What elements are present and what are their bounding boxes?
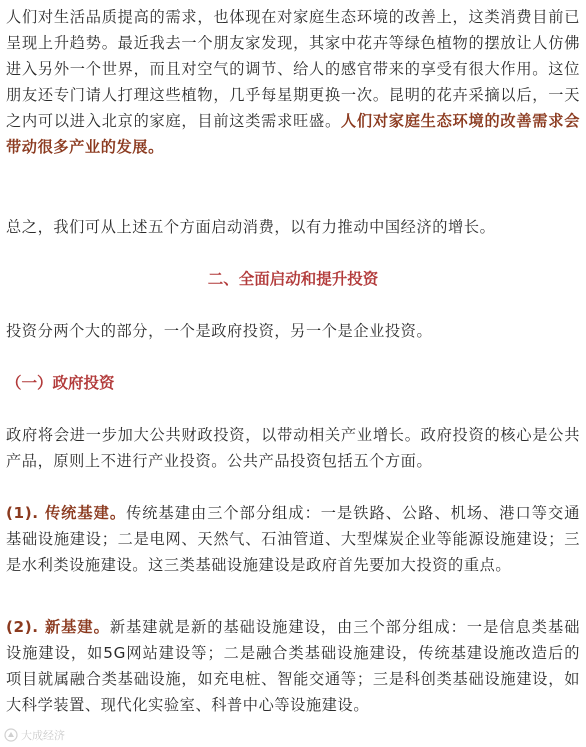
paragraph-consumption-environment xyxy=(6,4,580,160)
watermark-logo-icon xyxy=(4,728,18,742)
paragraph-traditional-infrastructure xyxy=(6,500,580,578)
paragraph-government-investment: 政府将会进一步加大公共财政投资，以带动相关产业增长。政府投资的核心是公共产品，原则上不进行产业投资。公共产品投资包括五个方面。 xyxy=(6,426,580,470)
item-label-traditional: (1). 传统基建。 xyxy=(6,504,127,522)
watermark xyxy=(4,726,65,744)
paragraph-investment-intro: 投资分两个大的部分，一个是政府投资，另一个是企业投资。 xyxy=(6,322,433,340)
watermark-text: 大成经济 xyxy=(21,729,65,742)
highlighted-sentence: 人们对家庭生态环境的改善需求会带动很多产业的发展。 xyxy=(6,112,580,156)
paragraph-new-infrastructure xyxy=(6,614,580,718)
paragraph-summary: 总之，我们可从上述五个方面启动消费，以有力推动中国经济的增长。 xyxy=(6,218,496,236)
item-text-new: 新基建就是新的基础设施建设，由三个部分组成：一是信息类基础设施建设，如5G网站建设等；二是融合类基础设施建设，传统基建设施改造后的项目就属融合类基础设施，如充电桩、智能交通等；三是科创类基础设施建设，如大科学装置、现代化实验室、科普中心等设施建设。 xyxy=(6,618,580,714)
sub-heading-government-investment: （一）政府投资 xyxy=(6,374,115,392)
section-heading: 二、全面启动和提升投资 xyxy=(207,270,379,288)
item-text-traditional: 传统基建由三个部分组成：一是铁路、公路、机场、港口等交通基础设施建设；二是电网、天然气、石油管道、大型煤炭企业等能源设施建设；三是水利类设施建设。这三类基础设施建设是政府首先要加大投资的重点。 xyxy=(6,504,580,574)
item-label-new: (2). 新基建。 xyxy=(6,618,110,636)
paragraph-text: 人们对生活品质提高的需求，也体现在对家庭生态环境的改善上，这类消费目前已呈现上升趋势。最近我去一个朋友家发现，其家中花卉等绿色植物的摆放让人仿佛进入另外一个世界，而且对空气的调节、给人的感官带来的享受有很大作用。这位朋友还专门请人打理这些植物，几乎每星期更换一次。昆明的花卉采摘以后，一天之内可以进入北京的家庭，目前这类需求旺盛。 xyxy=(6,8,580,130)
